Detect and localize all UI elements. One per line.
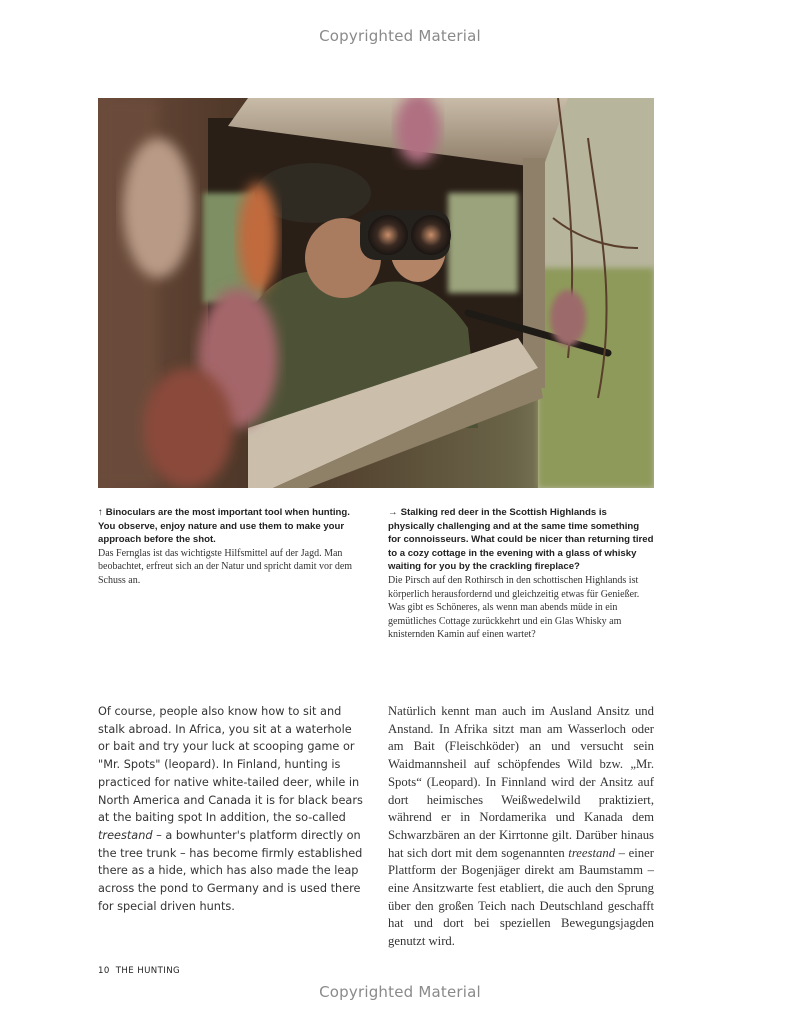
body-text-german [388,703,654,951]
caption-left-english [98,506,360,547]
copyright-watermark-top: Copyrighted Material [319,27,481,45]
body-en-part1: Of course, people also know how to sit and stalk abroad. In Africa, you sit at a waterhole or bait and try your luck at scooping game or "Mr. Spots" (leopard). In Finland, hunting is practiced for native white-tailed deer, while in North America and Canada it is for black bears at the baiting spot In addition, the so-called [98,705,363,825]
caption-right-en-text: Stalking red deer in the Scottish Highlands is physically challenging and at the same time something for connoisseurs. What could be nicer than returning tired to a cozy cottage in the evening with a glass of whisky waiting for you by the crackling fireplace? [388,507,654,573]
hunter-photo [98,98,654,488]
photo-caption-left [98,506,360,588]
page-footer [98,966,180,976]
copyright-watermark-bottom: Copyrighted Material [319,983,481,1001]
body-en-part2: – a bowhunter's platform directly on the tree trunk – has become firmly established there as a hide, which has also made the leap across the pond to Germany and is used there for special driven hunts. [98,828,363,913]
body-text-english [98,703,366,915]
arrow-up-icon: ↑ [98,507,103,518]
section-title: THE HUNTING [115,966,181,976]
body-de-part1: Natürlich kennt man auch im Ausland Ansitz und Anstand. In Afrika sitzt man am Wasserloch oder am Bait (Fleischköder) an und versucht sein Waidmannsheil auf schöpfendes Wild bzw. „Mr. Spots“ (Leopard). In Finnland wird der Ansitz auf dort heimisches Weißwedelwild praktiziert, während er in Nordamerika und Kanada dem Schwarzbären an der Kirrtonne gilt. Darüber hinaus hat sich dort mit dem sogenannten [388,704,654,860]
caption-left-german: Das Fernglas ist das wichtigste Hilfsmittel auf der Jagd. Man beobachtet, erfreut sich an der Natur und spricht damit vor dem Schuss an. [98,547,353,586]
caption-right-english [388,506,654,574]
caption-left-en-text: Binoculars are the most important tool when hunting. You observe, enjoy nature and use them to make your approach before the shot. [98,507,350,546]
caption-right-german: Die Pirsch auf den Rothirsch in den schottischen Highlands ist körperlich herausfordernd und gleichzeitig etwas für Genießer. Was gibt es Schöneres, als wenn man abends müde in ein gemütliches Cottage zurückkehrt und ein Glas Whisky am knisternden Kamin auf einen wartet? [388,574,640,641]
page-number: 10 [98,966,110,976]
body-en-italic-term: treestand [98,828,153,842]
arrow-right-icon: → [388,507,398,518]
body-de-part2: – einer Plattform der Bogenjäger direkt am Baumstamm – eine Ansitzwarte fest etabliert, die auch den Sprung über den großen Teich nach Deutschland geschafft hat und dort bei speziellen Bewegungsjagden genutzt wird. [388,845,654,949]
photo-caption-right [388,506,654,642]
body-de-italic-term: treestand [568,845,616,860]
